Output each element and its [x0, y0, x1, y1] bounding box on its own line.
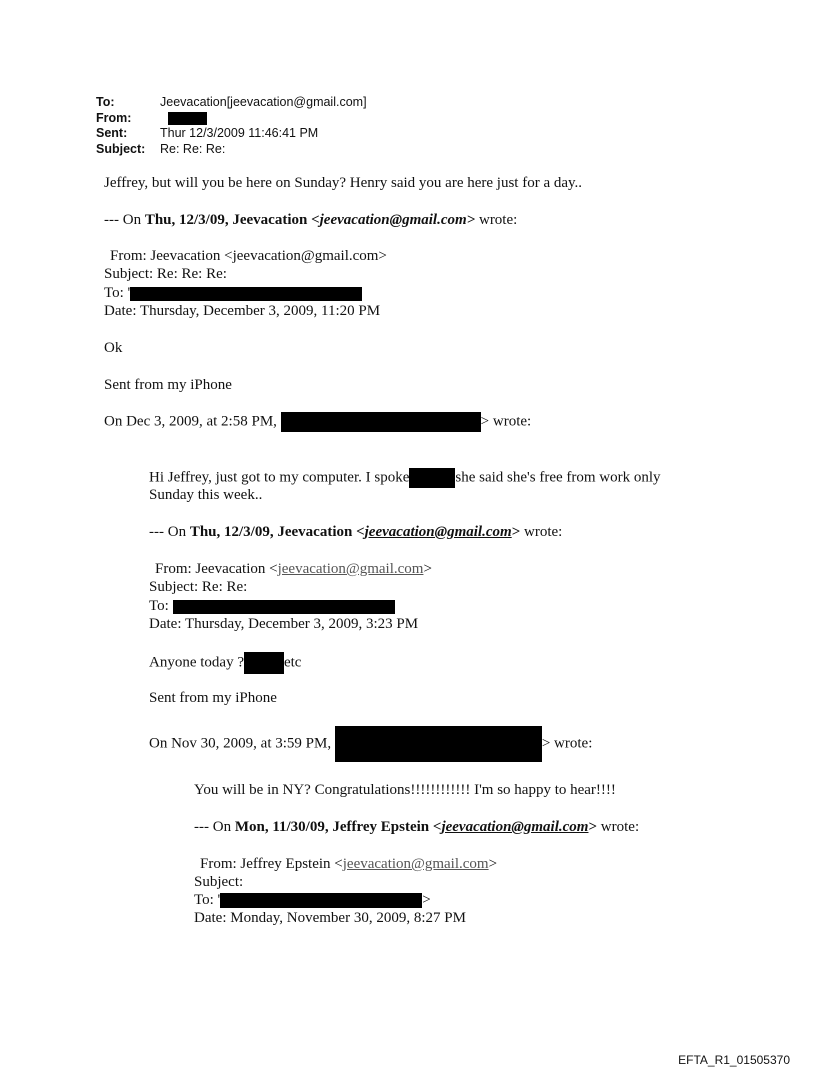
to-label: To:	[96, 95, 115, 109]
quote-prefix: --- On	[104, 212, 145, 228]
message-body-line	[149, 468, 661, 488]
quote-prefix: --- On	[149, 524, 190, 540]
quote-intro	[104, 211, 517, 229]
sent-value: Thur 12/3/2009 11:46:41 PM	[160, 126, 319, 140]
quoted-to-line	[194, 891, 431, 909]
quoted-to-prefix: To: '	[104, 285, 131, 301]
redaction-box	[130, 287, 362, 301]
quoted-to-line	[149, 597, 395, 615]
quote-email-link[interactable]: jeevacation@gmail.com	[441, 819, 589, 835]
quote-suffix: wrote:	[475, 212, 518, 228]
message-body	[149, 652, 301, 674]
quote-suffix: wrote:	[520, 524, 563, 540]
quoted-to-prefix: To:	[149, 598, 173, 614]
from-value-redacted	[160, 111, 207, 127]
redaction-box	[220, 893, 422, 908]
redaction-box	[173, 600, 395, 614]
from-label: From:	[96, 110, 132, 125]
redaction-box	[168, 112, 207, 125]
header-sent-row	[96, 126, 367, 142]
subject-value: Re: Re: Re:	[160, 141, 226, 156]
from-prefix: From: Jeevacation <	[155, 561, 278, 577]
quoted-to-line	[104, 284, 362, 302]
on-wrote-line	[149, 726, 592, 762]
quote-date: Thu, 12/3/09, Jeevacation	[144, 212, 312, 228]
quoted-from-line: From: Jeevacation <jeevacation@gmail.com>	[110, 248, 387, 264]
from-suffix: >	[423, 561, 432, 577]
sent-label: Sent:	[96, 126, 128, 140]
on-prefix: On Dec 3, 2009, at 2:58 PM,	[104, 413, 281, 430]
quote-intro	[194, 818, 639, 836]
subject-label: Subject:	[96, 141, 146, 156]
message-body-line: Sunday this week..	[149, 487, 263, 503]
quote-email: <jeevacation@gmail.com>	[311, 212, 476, 228]
quote-date: Thu, 12/3/09, Jeevacation <	[189, 524, 365, 540]
message-body: Ok	[104, 340, 123, 356]
quoted-date-line: Date: Monday, November 30, 2009, 8:27 PM	[194, 910, 466, 926]
signature: Sent from my iPhone	[149, 690, 277, 706]
quote-prefix: --- On	[194, 819, 235, 835]
quoted-to-suffix: >	[422, 892, 431, 908]
quoted-date-line: Date: Thursday, December 3, 2009, 3:23 PM	[149, 616, 419, 632]
redaction-box	[244, 652, 284, 674]
quoted-from-line	[149, 560, 432, 578]
redaction-box	[335, 726, 542, 762]
redaction-box	[409, 468, 455, 488]
quote-email-link[interactable]: jeevacation@gmail.com	[364, 524, 512, 540]
quoted-subject-line: Subject:	[194, 874, 244, 890]
quoted-date-line: Date: Thursday, December 3, 2009, 11:20 PM	[104, 303, 381, 319]
quoted-to-prefix: To: '	[194, 892, 221, 908]
redaction-box	[281, 412, 481, 432]
quote-date: Mon, 11/30/09, Jeffrey Epstein <	[234, 819, 442, 835]
from-prefix: From: Jeffrey Epstein <	[200, 856, 343, 872]
on-prefix: On Nov 30, 2009, at 3:59 PM,	[149, 735, 335, 752]
quote-suffix: wrote:	[597, 819, 640, 835]
message-text: etc	[283, 654, 302, 671]
quote-close: >	[511, 524, 521, 540]
on-suffix: > wrote:	[541, 735, 593, 752]
email-header	[96, 95, 367, 157]
header-from-row	[96, 111, 367, 127]
message-text: Hi Jeffrey, just got to my computer. I spoke	[149, 469, 410, 486]
quote-intro	[149, 523, 562, 541]
message-text: Anyone today ?	[149, 654, 244, 671]
signature: Sent from my iPhone	[104, 377, 232, 393]
email-link[interactable]: jeevacation@gmail.com	[342, 856, 489, 872]
quoted-from-line	[194, 855, 497, 873]
header-to-row	[96, 95, 367, 111]
message-body: You will be in NY? Congratulations!!!!!!!!!!!! I'm so happy to hear!!!!	[194, 782, 616, 798]
on-suffix: > wrote:	[480, 413, 532, 430]
to-value: Jeevacation[jeevacation@gmail.com]	[160, 95, 367, 109]
from-suffix: >	[488, 856, 498, 872]
message-text: she said she's free from work only	[455, 469, 661, 486]
document-id: EFTA_R1_01505370	[678, 1053, 790, 1067]
email-link[interactable]: jeevacation@gmail.com	[277, 561, 424, 577]
quoted-subject-line: Subject: Re: Re: Re:	[104, 266, 227, 282]
quoted-subject-line: Subject: Re: Re:	[149, 579, 248, 595]
quote-close: >	[588, 819, 598, 835]
message-body: Jeffrey, but will you be here on Sunday? Henry said you are here just for a day..	[104, 175, 583, 191]
on-wrote-line	[104, 412, 531, 432]
header-subject-row	[96, 142, 367, 158]
